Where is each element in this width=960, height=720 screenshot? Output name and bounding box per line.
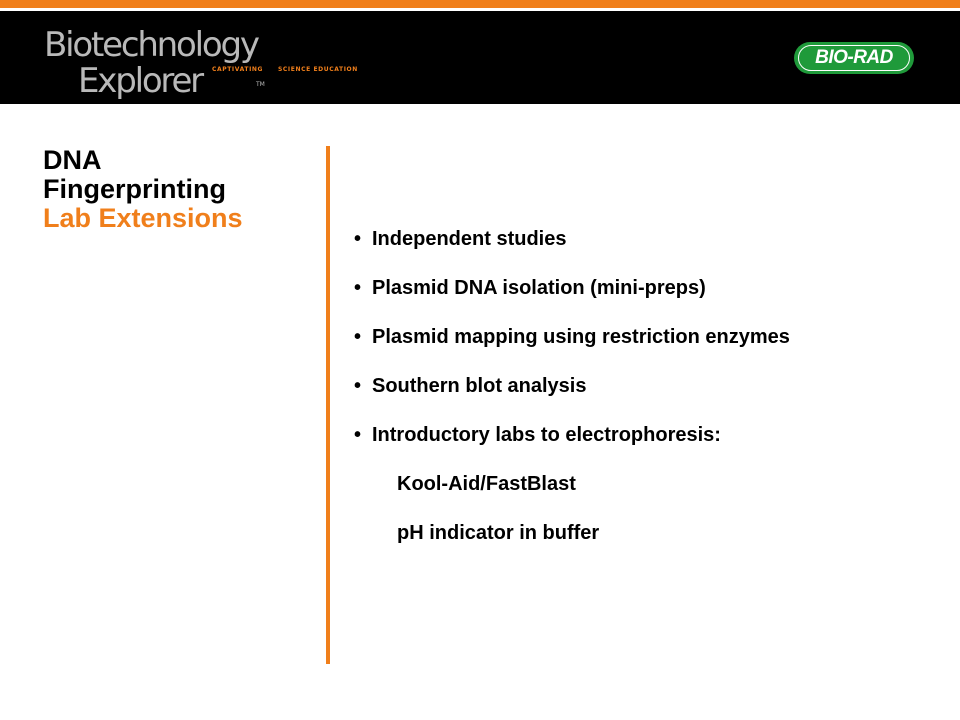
list-item	[354, 225, 790, 274]
biotechnology-explorer-logo	[44, 25, 358, 103]
slide-title	[43, 146, 243, 233]
list-item-text: Independent studies	[372, 228, 567, 250]
title-line-3: Lab Extensions	[43, 203, 243, 233]
top-accent-stripe	[0, 0, 960, 8]
list-item	[354, 323, 790, 372]
bullet-icon: •	[354, 228, 362, 250]
bullet-icon: •	[354, 326, 362, 348]
title-line-1: DNA	[43, 145, 102, 175]
vertical-divider	[326, 146, 330, 664]
list-item-text: Introductory labs to electrophoresis:	[372, 424, 721, 446]
header-banner	[0, 11, 960, 104]
bullet-icon: •	[354, 375, 362, 397]
sub-list-item	[354, 519, 790, 568]
title-line-2: Fingerprinting	[43, 174, 226, 204]
logo-trademark: TM	[256, 81, 265, 88]
logo-wordmark-line1: Biotechnology	[44, 25, 258, 65]
list-item-text: Plasmid DNA isolation (mini-preps)	[372, 277, 706, 299]
bullet-icon: •	[354, 424, 362, 446]
list-item-text: Southern blot analysis	[372, 375, 587, 397]
bullet-list	[354, 225, 790, 568]
list-item	[354, 274, 790, 323]
bullet-icon: •	[354, 277, 362, 299]
bio-rad-logo-border	[798, 45, 910, 71]
bio-rad-logo-text: BIO-RAD	[815, 47, 893, 68]
sub-list-item-text: pH indicator in buffer	[397, 522, 600, 544]
logo-wordmark-line2: Explorer	[78, 61, 202, 101]
list-item	[354, 421, 790, 470]
sub-list-item	[354, 470, 790, 519]
logo-tagline-captivating: CAPTIVATING	[212, 66, 264, 73]
sub-list-item-text: Kool-Aid/FastBlast	[397, 473, 576, 495]
list-item	[354, 372, 790, 421]
list-item-text: Plasmid mapping using restriction enzymes	[372, 326, 790, 348]
logo-tagline-science-education: SCIENCE EDUCATION	[278, 66, 358, 73]
bio-rad-logo	[794, 42, 914, 74]
